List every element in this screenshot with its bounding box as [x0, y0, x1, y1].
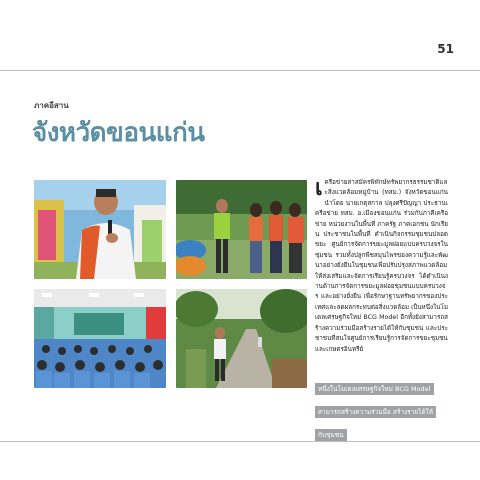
page-title: จังหวัดขอนแก่น: [32, 118, 205, 148]
photo-group-outdoors-garden: [176, 180, 307, 279]
highlight-line: หนึ่งในโมเดลเศรษฐกิจใหม่ BCG Model: [315, 383, 434, 395]
article-body-text: ครือข่ายสาสมัครพิทักษ์ทรัพยากรธรรมชาติและสิ่งแวดล้อมหมู่บ้าน (ทสม.) จังหวัดขอนแก่น นำโดย นายเกตุสกาล ปลุงศรีปัญญา ประธานเครือข่าย ทสม. อ.เมืองขอนแก่น ร่วมกับภาคีเครือข่าย หน่วยงานในพื้นที่ ภาครัฐ ภาคเอกชน นักเรียน ประชาชนในพื้นที่ ดำเนินกิจกรรมชุมชนปลอดขยะ ศูนย์การจัดการขยะมูลฝอยแบบครบวงจรในชุมชน รวมทั้งปลูกพืชสมุนไพรของความรู้และพัฒนาอย่างยั่งยืนในชุมชนเพื่อปรับปรุงสภาพแวดล้อม ให้ส่งเสริมและจัดการเรียนรู้ครบวงจร ได้ดำเนินงานด้านการจัดการขยะมูลฝอยชุมชนแบบครบวงจร และอย่างยั่งยืน เพื่อรักษาฐานทรัพยากรของประเทศและลดผลกระทบต่อสิ่งแวดล้อม เป็นหนึ่งในโมเดลเศรษฐกิจใหม่ BCG Model อีกทั้งยังสามารถสร้างความร่วมมือสร้างรายได้ให้กับชุมชน และประชาชนที่สนใจศูนย์การเรียนรู้การจัดการขยะชุมชนและเกษตรอินทรีย์: [315, 179, 448, 353]
article-body: [315, 178, 448, 355]
highlight-line: สามารถสร้างความร่วมมือ สร้างรายได้ให้: [315, 406, 436, 418]
page-number: 51: [437, 42, 454, 56]
highlight-line: กับชุมชน: [315, 429, 347, 441]
bottom-rule: [0, 441, 480, 442]
photo-students-meeting-hall: [34, 289, 166, 388]
photo-man-speaking-microphone: [34, 180, 166, 279]
region-label: ภาคอีสาน: [34, 101, 69, 110]
top-rule: [0, 70, 480, 71]
highlight-quote: [315, 376, 455, 445]
photo-man-walking-village-road: [176, 289, 307, 388]
article-dropcap: เ: [315, 176, 323, 201]
